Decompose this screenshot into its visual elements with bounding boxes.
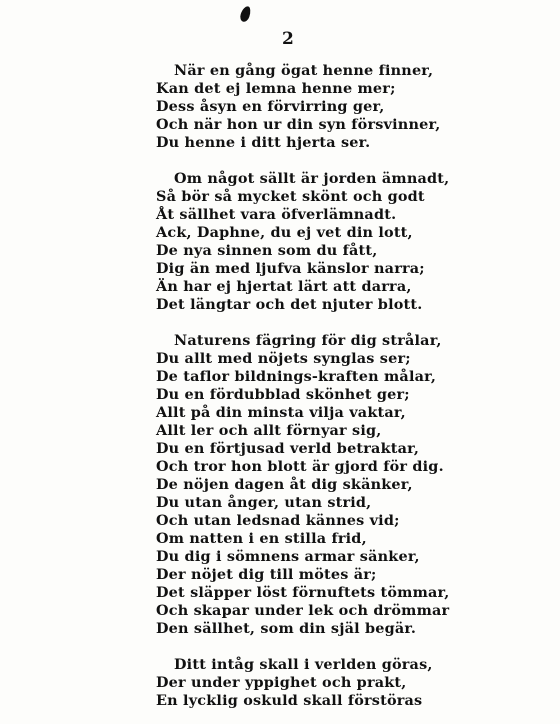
poem-line: Der under yppighet och prakt, (156, 674, 407, 691)
stanza (156, 170, 536, 314)
poem-line: Om något sällt är jorden ämnadt, (174, 170, 450, 187)
poem-line: Och skapar under lek och drömmar (156, 602, 450, 619)
poem-line: Åt sällhet vara öfverlämnadt. (156, 206, 397, 223)
poem-line: De taflor bildnings-kraften målar, (156, 368, 437, 385)
poem-line: Om natten i en stilla frid, (156, 530, 367, 547)
poem-line: Den sällhet, som din själ begär. (156, 620, 417, 637)
poem-line: Och när hon ur din syn försvinner, (156, 116, 441, 133)
poem-line: Allt på din minsta vilja vaktar, (156, 404, 406, 421)
poem-line: En lycklig oskuld skall förstöras (156, 692, 423, 709)
poem-line: Der nöjet dig till mötes är; (156, 566, 377, 583)
poem-line: Än har ej hjertat lärt att darra, (156, 278, 412, 295)
poem-line: Så bör så mycket skönt och godt (156, 188, 425, 205)
poem-line: Och tror hon blott är gjord för dig. (156, 458, 444, 475)
poem-line: De nöjen dagen åt dig skänker, (156, 476, 413, 493)
page-number: 2 (282, 29, 295, 49)
poem-line: Du en fördubblad skönhet ger; (156, 386, 410, 403)
poem-line: Du dig i sömnens armar sänker, (156, 548, 420, 565)
poem-line: Och utan ledsnad kännes vid; (156, 512, 400, 529)
poem-line: Det längtar och det njuter blott. (156, 296, 423, 313)
poem-line: Du henne i ditt hjerta ser. (156, 134, 371, 151)
poem (156, 62, 536, 710)
poem-line: Ack, Daphne, du ej vet din lott, (156, 224, 413, 241)
poem-line: Kan det ej lemna henne mer; (156, 80, 396, 97)
poem-line: De nya sinnen som du fått, (156, 242, 378, 259)
stanza (156, 656, 536, 710)
ink-blot-mark (239, 5, 253, 23)
poem-line: Allt ler och allt förnyar sig, (156, 422, 382, 439)
stanza (156, 62, 536, 152)
poem-line: Ditt intåg skall i verlden göras, (174, 656, 433, 673)
poem-line: Det släpper löst förnuftets tömmar, (156, 584, 450, 601)
poem-line: Du allt med nöjets synglas ser; (156, 350, 411, 367)
poem-line: Naturens fägring för dig strålar, (174, 332, 442, 349)
poem-line: När en gång ögat henne finner, (174, 62, 434, 79)
poem-line: Du utan ånger, utan strid, (156, 494, 372, 511)
poem-line: Dess åsyn en förvirring ger, (156, 98, 385, 115)
poem-line: Dig än med ljufva känslor narra; (156, 260, 425, 277)
stanza (156, 332, 536, 638)
poem-line: Du en förtjusad verld betraktar, (156, 440, 420, 457)
